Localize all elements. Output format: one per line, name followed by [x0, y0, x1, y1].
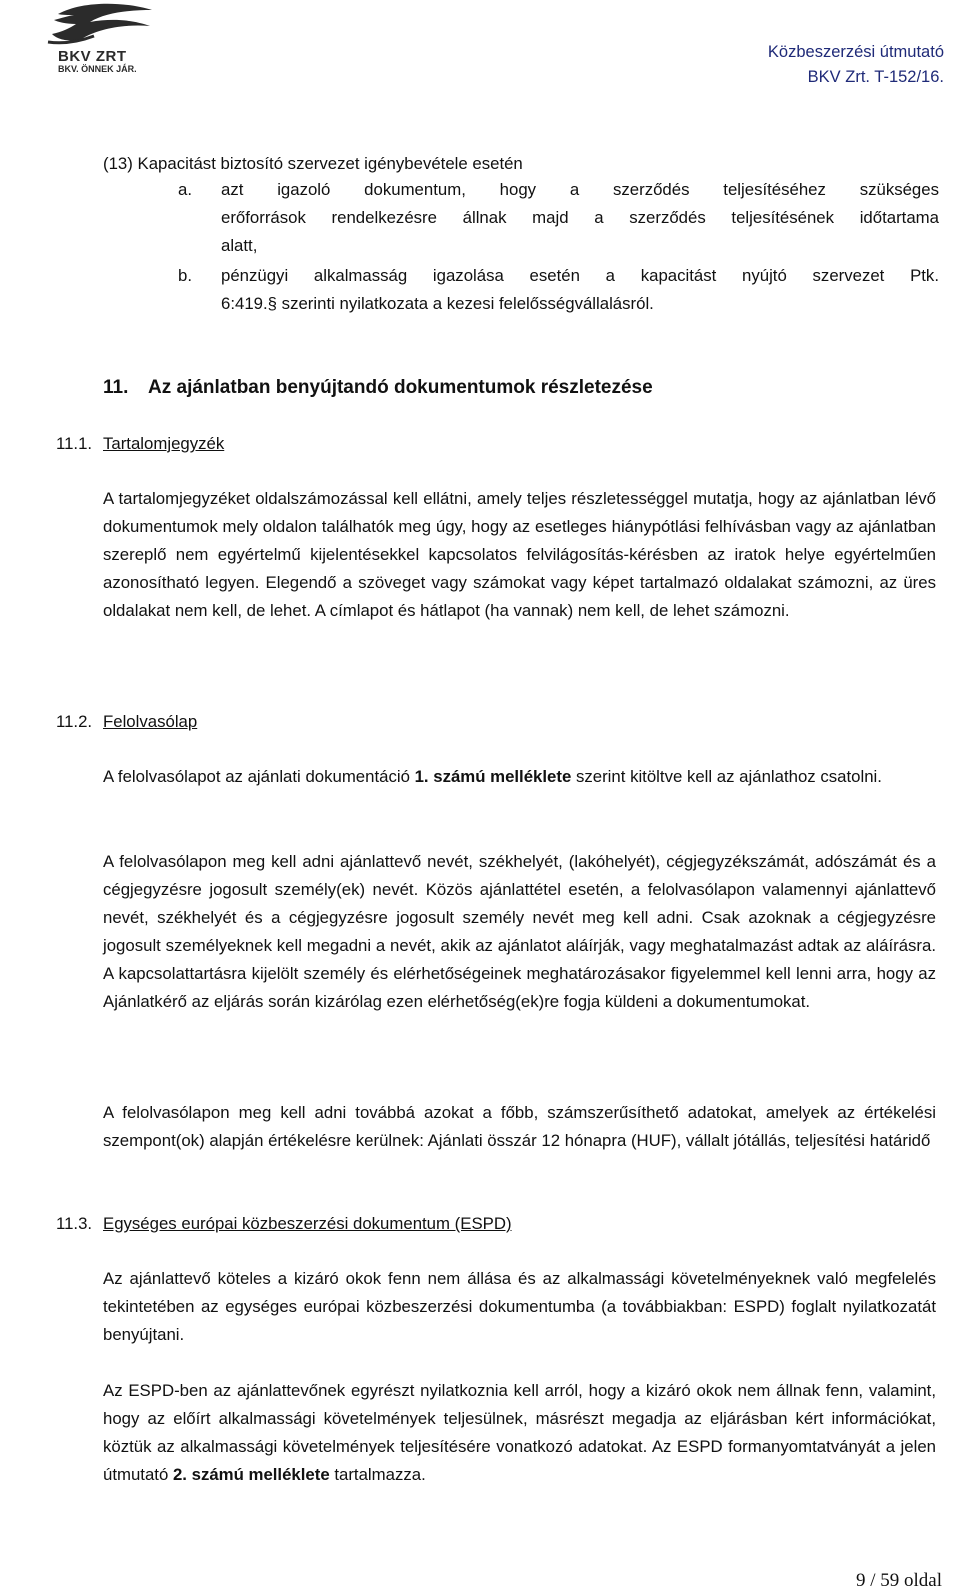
- s11-3-p2-a: Az ESPD-ben az ajánlattevőnek egyrészt nyilatkoznia kell arról, hogy a kizáró okok nem állnak fenn, valamint, hogy az előírt alkalmassági követelmények teljesülnek, másrészt megadja az eljárásban kért információkat, köztük az alkalmassági követelmények teljesítésére vonatkozó adatokat. Az ESPD formanyomtatványát a jelen útmutató: [103, 1381, 936, 1484]
- s11-2-p1-a: A felolvasólapot az ajánlati dokumentáció: [103, 767, 415, 786]
- item-13-a-line-2: erőforrások rendelkezésre állnak majd a szerződés teljesítésének időtartama: [221, 208, 939, 227]
- item-13-b-rest: szerinti nyilatkozata a kezesi felelősségvállalásról.: [277, 294, 654, 313]
- item-13-b-line-2: [221, 290, 939, 318]
- page-number: 9 / 59 oldal: [855, 1570, 942, 1591]
- s11-2-p1-c: szerint kitöltve kell az ajánlathoz csatolni.: [571, 767, 882, 786]
- item-13-a-line-1: azt igazoló dokumentum, hogy a szerződés teljesítéséhez szükséges: [221, 180, 939, 199]
- section-11-number: 11.: [103, 377, 129, 398]
- s11-3-p2-annex: 2. számú melléklete: [172, 1465, 330, 1484]
- s11-3-number: 11.3.: [56, 1214, 93, 1233]
- s11-1-title: Tartalomjegyzék: [103, 434, 225, 453]
- document-reference: BKV Zrt. T-152/16.: [807, 68, 944, 86]
- s11-2-p1-annex: 1. számú melléklete: [414, 767, 572, 786]
- item-13-b-ref: 6:419.: [221, 294, 268, 313]
- section-11-title: Az ajánlatban benyújtandó dokumentumok részletezése: [148, 377, 653, 398]
- s11-3-title: Egységes európai közbeszerzési dokumentum (ESPD): [103, 1214, 512, 1233]
- item-13-title: (13) Kapacitást biztosító szervezet igénybevétele esetén: [103, 154, 523, 173]
- bkv-logo: [22, 2, 156, 76]
- s11-1-number: 11.1.: [56, 434, 93, 453]
- paragraph-sign: §: [267, 294, 278, 313]
- s11-3-paragraph-1: Az ajánlattevő köteles a kizáró okok fenn nem állása és az alkalmassági követelményeknek való megfelelés tekintetében az egységes európai közbeszerzési dokumentumba (a továbbiakban: ESPD) foglalt nyilatkozatát benyújtani.: [103, 1269, 936, 1344]
- logo-text: BKV ZRT: [58, 48, 127, 65]
- document-title: Közbeszerzési útmutató: [767, 43, 944, 61]
- s11-2-paragraph-1: [103, 763, 936, 791]
- s11-2-number: 11.2.: [56, 712, 93, 731]
- s11-2-paragraph-3: A felolvasólapon meg kell adni továbbá azokat a főbb, számszerűsíthető adatokat, amelyek az értékelési szempont(ok) alapján értékelésre kerülnek: Ajánlati összár 12 hónapra (HUF), vállalt jótállás, teljesítési határidő: [103, 1103, 936, 1150]
- item-13-b-marker: b.: [178, 266, 192, 285]
- item-13-a-line-3: alatt,: [221, 236, 258, 255]
- s11-1-body: A tartalomjegyzéket oldalszámozással kell ellátni, amely teljes részletességgel mutatja, hogy az ajánlatban lévő dokumentumok mely oldalon találhatók meg úgy, hogy az esetleges hiánypótlási felhívásban vagy az ajánlatban szereplő nem egyértelmű kijelentésekkel kapcsolatos felvilágosítás-kérésben az iratok helye egyértelműen azonosítható legyen. Elegendő a szöveget vagy számokat vagy képet tartalmazó oldalakat számozni, az üres oldalakat nem kell, de lehet. A címlapot és hátlapot (ha vannak) nem kell, de lehet számozni.: [103, 489, 936, 620]
- s11-3-paragraph-2: [103, 1377, 936, 1489]
- item-13-b-line-1: pénzügyi alkalmasság igazolása esetén a kapacitást nyújtó szervezet Ptk.: [221, 266, 939, 285]
- item-13-b-text: [221, 262, 939, 318]
- s11-2-title: Felolvasólap: [103, 712, 198, 731]
- s11-2-paragraph-2: A felolvasólapon meg kell adni ajánlattevő nevét, székhelyét, (lakóhelyét), cégjegyzékszámát, adószámát és a cégjegyzésre jogosult személy(ek) nevét. Közös ajánlattétel esetén, a felolvasólapon valamennyi ajánlattevő nevét, székhelyét és a cégjegyzésre jogosult személy nevét meg kell adni. Csak azoknak a cégjegyzésre jogosult személyeknek kell megadni a nevét, akik az ajánlatot aláírják, vagy meghatalmazást adtak az aláírásra. A kapcsolattartásra kijelölt személy és elérhetőségeinek meghatározásakor figyelemmel kell lenni arra, hogy az Ajánlatkérő az eljárás során kizárólag ezen elérhetőség(ek)re fogja küldeni a dokumentumokat.: [103, 852, 936, 1011]
- document-header: [768, 40, 944, 90]
- s11-3-p2-c: tartalmazza.: [329, 1465, 426, 1484]
- item-13-a-text: [221, 176, 939, 260]
- item-13-a-marker: a.: [178, 180, 192, 199]
- logo-slogan: BKV. ÖNNEK JÁR.: [58, 64, 137, 74]
